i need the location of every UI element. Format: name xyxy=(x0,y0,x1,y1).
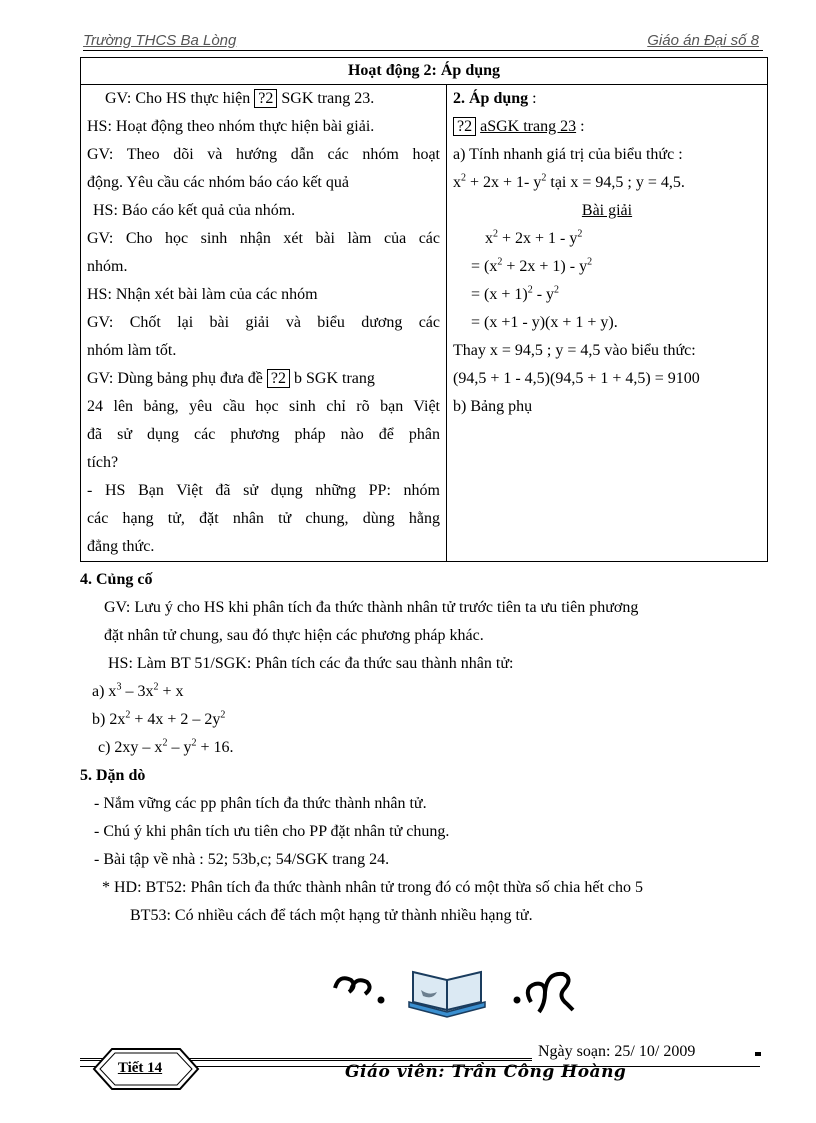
list-item: GV: Dùng bảng phụ đưa đề ?2 b SGK trang xyxy=(87,370,375,387)
solution-step: = $(x + 1)^2 - y^2$ xyxy=(471,284,560,303)
swirl-left-icon xyxy=(335,978,370,994)
school-name: Trường THCS Ba Lòng xyxy=(83,32,237,49)
substitution-text: Thay x = 94,5 ; y = 4,5 vào biểu thức: xyxy=(453,342,696,359)
section-cung-co xyxy=(80,566,770,930)
paragraph: đặt nhân tử chung, sau đó thực hiện các phương pháp khác. xyxy=(104,627,484,644)
list-item: động. Yêu cầu các nhóm báo cáo kết quả xyxy=(87,174,349,191)
list-item: nhóm làm tốt. xyxy=(87,342,177,359)
list-item: GV: Theo dõi và hướng dẫn các nhóm hoạt xyxy=(87,146,440,163)
list-item: - HS Bạn Việt đã sử dụng những PP: nhóm xyxy=(87,482,440,499)
list-item: đẳng thức. xyxy=(87,538,155,555)
part-b-text: b) Bảng phụ xyxy=(453,398,533,415)
subject-title: Giáo án Đại số 8 xyxy=(647,32,759,49)
list-item: đã sử dụng các phương pháp nào để phân xyxy=(87,426,440,443)
exercise-item: a) $x^3 - 3x^2 + x$ xyxy=(92,681,184,700)
solution-step: = (x +1 - y)(x + 1 + y). xyxy=(471,314,618,331)
task-text: a) Tính nhanh giá trị của biểu thức : xyxy=(453,146,683,163)
list-item: tích? xyxy=(87,454,119,471)
substitution-result: (94,5 + 1 - 4,5)(94,5 + 1 + 4,5) = 9100 xyxy=(453,370,700,387)
content-column xyxy=(447,85,768,562)
hint-text: * HD: BT52: Phân tích đa thức thành nhân tử trong đó có một thừa số chia hết cho 5 xyxy=(102,879,644,896)
solution-step: $x^2 + 2x + 1 - y^2$ xyxy=(485,228,583,247)
table-title: Hoạt động 2: Áp dụng xyxy=(81,58,768,85)
list-item: nhóm. xyxy=(87,258,128,275)
teacher-name: Giáo viên: Trần Công Hoàng xyxy=(345,1062,627,1082)
solution-title: Bài giải xyxy=(581,202,633,219)
list-item: GV: Cho học sinh nhận xét bài làm của các xyxy=(87,230,440,247)
lesson-number: Tiết 14 xyxy=(117,1060,163,1076)
expression: $x^2 + 2x + 1-$ $y^2$ tại x = 94,5 ; y = 4,5. xyxy=(453,172,685,191)
list-item: các hạng tử, đặt nhân tử chung, dùng hằng xyxy=(87,510,440,527)
activity-table xyxy=(80,57,768,562)
exercise-item: b) $2x^2 + 4x + 2 - 2y^2$ xyxy=(92,709,226,728)
page-header xyxy=(83,30,763,51)
list-item: GV: Cho HS thực hiện ?2 SGK trang 23. xyxy=(105,90,375,107)
teacher-student-column xyxy=(81,85,447,562)
list-item: - Chú ý khi phân tích ưu tiên cho PP đặt nhân tử chung. xyxy=(94,823,450,840)
list-item: GV: Chốt lại bài giải và biểu dương các xyxy=(87,314,440,331)
open-book-icon xyxy=(409,972,485,1017)
list-item: - Nắm vững các pp phân tích đa thức thành nhân tử. xyxy=(94,795,427,812)
list-item: HS: Hoạt động theo nhóm thực hiện bài giải. xyxy=(87,118,375,135)
question-box: ?2 xyxy=(453,117,476,136)
question-box: ?2 xyxy=(254,89,277,108)
exercise-item: c) $2xy - x^2 - y^2 + 16$. xyxy=(98,737,234,756)
list-item: 24 lên bảng, yêu cầu học sinh chỉ rõ bạn Việt xyxy=(87,398,440,415)
swirl-right-icon xyxy=(528,974,573,1012)
section-title: 4. Củng cố xyxy=(80,571,153,588)
book-ornament-icon xyxy=(325,950,595,1020)
lesson-badge xyxy=(90,1046,202,1092)
paragraph: GV: Lưu ý cho HS khi phân tích đa thức thành nhân tử trước tiên ta ưu tiên phương xyxy=(104,599,639,616)
hint-text: BT53: Có nhiều cách để tách một hạng tử thành nhiều hạng tử. xyxy=(130,907,533,924)
divider xyxy=(755,1052,761,1056)
question-box: ?2 xyxy=(267,369,290,388)
reference-line: ?2 aSGK trang 23 : xyxy=(453,113,761,141)
section-heading: 2. Áp dụng : xyxy=(453,90,537,107)
list-item: - Bài tập về nhà : 52; 53b,c; 54/SGK trang 24. xyxy=(94,851,390,868)
solution-step: = $(x^2 + 2x + 1) - y^2$ xyxy=(471,256,593,275)
section-title: 5. Dặn dò xyxy=(80,767,146,784)
list-item: HS: Nhận xét bài làm của các nhóm xyxy=(87,286,318,303)
list-item: HS: Báo cáo kết quả của nhóm. xyxy=(93,202,296,219)
paragraph: HS: Làm BT 51/SGK: Phân tích các đa thức sau thành nhân tử: xyxy=(108,655,514,672)
date-prepared: Ngày soạn: 25/ 10/ 2009 xyxy=(538,1043,696,1060)
